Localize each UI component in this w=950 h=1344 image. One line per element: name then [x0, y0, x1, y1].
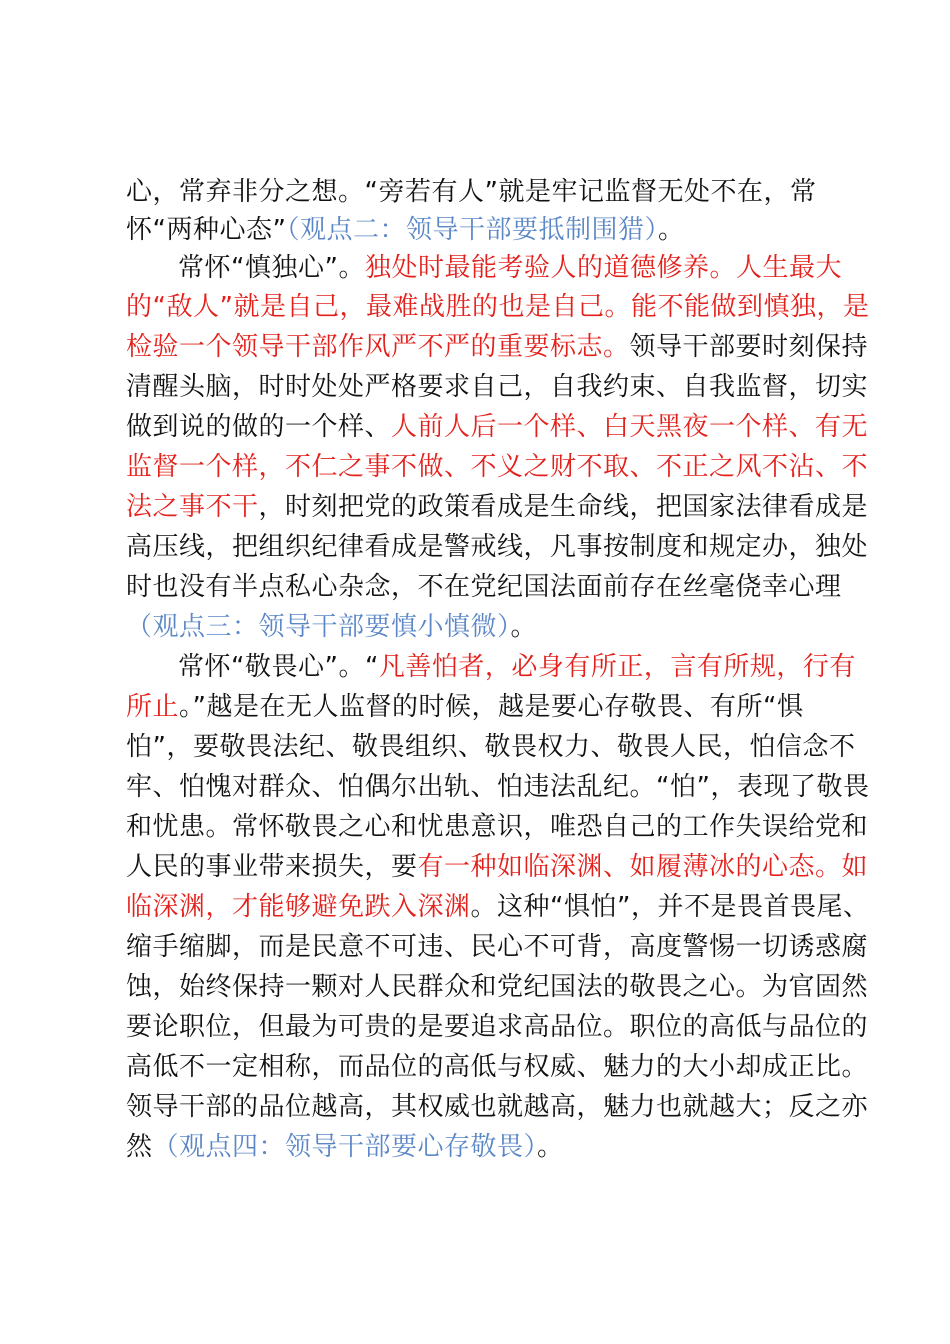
text-segment: 。 — [537, 1132, 564, 1162]
text-segment: 和忧患。常怀敬畏之心和忧患意识，唯恐自己的工作失误给党和 — [126, 812, 869, 842]
text-segment: 心，常弃非分之想。“旁若有人”就是牢记监督无处不在，常 — [126, 177, 817, 207]
highlighted-text: 临深渊，才能够避免跌入深渊 — [126, 892, 471, 922]
text-segment: 。 — [510, 612, 538, 642]
viewpoint-note: （观点四：领导干部要心存敬畏） — [152, 1132, 538, 1162]
text-segment: 做到说的做的一个样、 — [126, 412, 392, 442]
text-segment: 要论职位，但最为可贵的是要追求高品位。职位的高低与品位的 — [126, 1012, 869, 1042]
text-line — [126, 607, 537, 647]
text-line — [178, 647, 856, 687]
highlighted-text: 检验一个领导干部作风严不严的重要标志。 — [126, 332, 630, 362]
text-line — [126, 807, 868, 847]
text-line — [126, 687, 803, 727]
highlighted-text: 独处时最能考验人的道德修养。人生最大 — [364, 253, 842, 283]
highlighted-text: 凡善怕者，必身有所正，言有所规，行有 — [378, 652, 856, 682]
text-line — [126, 1047, 868, 1087]
highlighted-text: 有一种如临深渊、如履薄冰的心态。如 — [417, 852, 869, 882]
text-line — [126, 767, 869, 807]
text-segment: 。 — [657, 215, 685, 245]
highlighted-text: 法之事不干 — [126, 492, 259, 522]
text-line — [126, 407, 868, 447]
text-line — [126, 287, 869, 327]
text-line — [126, 172, 816, 212]
text-line — [126, 1127, 564, 1167]
text-segment: 蚀，始终保持一颗对人民群众和党纪国法的敬畏之心。为官固然 — [126, 972, 869, 1002]
text-line — [126, 727, 855, 767]
text-line — [126, 487, 868, 527]
highlighted-text: 的“敌人”就是自己，最难战胜的也是自己。能不能做到慎独，是 — [126, 292, 870, 322]
viewpoint-note: （观点二：领导干部要抵制围猎） — [286, 215, 658, 245]
text-line — [178, 248, 842, 288]
text-segment: 领导干部的品位越高，其权威也就越高，魅力也就越大；反之亦 — [126, 1092, 869, 1122]
text-segment: 怀“两种心态” — [126, 215, 287, 245]
text-line — [126, 327, 868, 367]
text-segment: 牢、怕愧对群众、怕偶尔出轨、怕违法乱纪。“怕”，表现了敬畏 — [126, 772, 870, 802]
text-line — [126, 210, 684, 250]
text-line — [126, 367, 868, 407]
text-segment: ，时刻把党的政策看成是生命线，把国家法律看成是 — [258, 492, 869, 522]
text-line — [126, 927, 868, 967]
text-segment: 缩手缩脚，而是民意不可违、民心不可背，高度警惕一切诱惑腐 — [126, 932, 869, 962]
text-segment: 怕”，要敬畏法纪、敬畏组织、敬畏权力、敬畏人民，怕信念不 — [126, 732, 856, 762]
text-segment: 常怀“敬畏心”。“ — [178, 652, 379, 682]
text-segment: 人民的事业带来损失，要 — [126, 852, 418, 882]
highlighted-text: 人前人后一个样、白天黑夜一个样、有无 — [391, 412, 869, 442]
text-line — [126, 967, 868, 1007]
highlighted-text: 监督一个样，不仁之事不做、不义之财不取、不正之风不沾、不 — [126, 452, 869, 482]
text-segment: 清醒头脑，时时处处严格要求自己，自我约束、自我监督，切实 — [126, 372, 869, 402]
text-line — [126, 567, 842, 607]
text-line — [126, 527, 868, 567]
text-segment: 高低不一定相称，而品位的高低与权威、魅力的大小却成正比。 — [126, 1052, 869, 1082]
text-line — [126, 447, 868, 487]
text-segment: 时也没有半点私心杂念，不在党纪国法面前存在丝毫侥幸心理 — [126, 572, 842, 602]
text-segment: 高压线，把组织纪律看成是警戒线，凡事按制度和规定办，独处 — [126, 532, 869, 562]
text-line — [126, 847, 868, 887]
text-line — [126, 887, 869, 927]
text-segment: 然 — [126, 1132, 153, 1162]
text-line — [126, 1007, 868, 1047]
text-line — [126, 1087, 868, 1127]
text-segment: 。”越是在无人监督的时候，越是要心存敬畏、有所“惧 — [179, 692, 804, 722]
text-segment: 领导干部要时刻保持 — [629, 332, 869, 362]
highlighted-text: 所止 — [126, 692, 180, 722]
text-segment: 常怀“慎独心”。 — [178, 253, 365, 283]
viewpoint-note: （观点三：领导干部要慎小慎微） — [126, 612, 511, 642]
text-segment: 。这种“惧怕”，并不是畏首畏尾、 — [470, 892, 870, 922]
